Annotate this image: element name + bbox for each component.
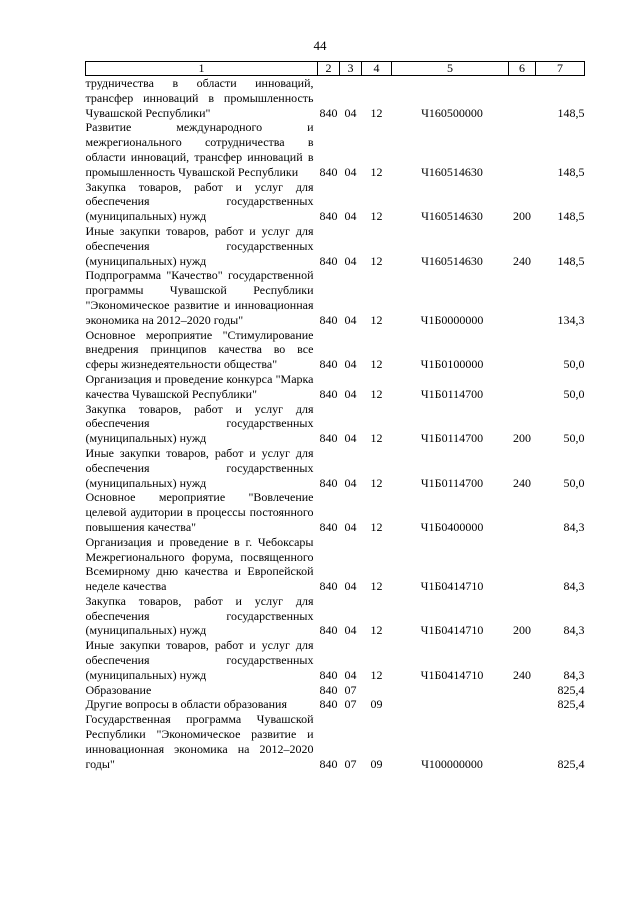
row-target-article: Ч1Б0100000 — [420, 357, 484, 372]
header-col-5: 5 — [392, 62, 509, 76]
row-section-code: 04 — [344, 105, 357, 120]
row-section-code: 04 — [344, 431, 357, 446]
row-name: трудничества в области инноваций, трансфер инноваций в промышленность Чувашской Республики" — [85, 76, 314, 120]
row-name: Иные закупки товаров, работ и услуг для обеспечения государственных (муниципальных) нужд — [85, 223, 314, 268]
row-amount: 148,5 — [557, 253, 585, 268]
row-ministry-code: 840 — [319, 667, 338, 682]
row-expense-type — [509, 328, 536, 372]
row-target-article: Ч160500000 — [421, 105, 483, 120]
row-subsection-code: 12 — [370, 519, 383, 534]
row-expense-type: 200 — [513, 623, 531, 638]
row-amount: 50,0 — [563, 357, 585, 372]
row-target-article: Ч1Б0414710 — [420, 579, 484, 594]
row-subsection-code: 12 — [370, 105, 383, 120]
budget-table — [85, 61, 585, 771]
row-section-code: 04 — [344, 579, 357, 594]
table-row — [86, 402, 585, 446]
table-row — [86, 535, 585, 594]
row-amount: 50,0 — [563, 431, 585, 446]
row-ministry-code: 840 — [319, 519, 338, 534]
table-row — [86, 697, 585, 712]
row-ministry-code: 840 — [319, 386, 338, 401]
row-name: Иные закупки товаров, работ и услуг для обеспечения государственных (муниципальных) нужд — [85, 638, 314, 682]
row-target-article: Ч160514630 — [421, 253, 483, 268]
table-row — [86, 180, 585, 224]
row-subsection-code: 12 — [370, 475, 383, 490]
row-expense-type: 240 — [513, 667, 531, 682]
row-expense-type — [509, 268, 536, 327]
header-col-3: 3 — [340, 62, 362, 76]
table-row — [86, 683, 585, 698]
row-subsection-code: 12 — [370, 357, 383, 372]
row-expense-type — [509, 712, 536, 771]
row-subsection-code: 12 — [370, 623, 383, 638]
row-subsection-code: 09 — [370, 697, 383, 712]
row-amount: 825,4 — [557, 756, 585, 771]
row-section-code: 04 — [344, 209, 357, 224]
row-target-article: Ч1Б0114700 — [420, 475, 484, 490]
row-expense-type — [509, 120, 536, 179]
row-name: Закупка товаров, работ и услуг для обеспечения государственных (муниципальных) нужд — [85, 401, 314, 446]
row-name: Основное мероприятие "Стимулирование внедрения принципов качества во все сферы жизнедеятельности общества" — [85, 327, 314, 372]
row-name: Организация и проведение в г. Чебоксары Межрегионального форума, посвященного Всемирному дню качества и Европейской неделе качества — [85, 534, 314, 594]
row-amount: 84,3 — [563, 667, 585, 682]
row-ministry-code: 840 — [319, 697, 338, 712]
table-body — [86, 76, 585, 772]
row-expense-type: 200 — [513, 209, 531, 224]
row-name: Закупка товаров, работ и услуг для обеспечения государственных (муниципальных) нужд — [85, 593, 314, 638]
header-col-4: 4 — [362, 62, 392, 76]
row-name: Основное мероприятие "Вовлечение целевой аудитории в процессы постоянного повышения качества" — [85, 490, 314, 534]
row-amount: 134,3 — [557, 312, 585, 327]
row-ministry-code: 840 — [319, 431, 338, 446]
table-row — [86, 490, 585, 534]
row-target-article: Ч1Б0414710 — [420, 667, 484, 682]
row-amount: 50,0 — [563, 475, 585, 490]
row-target-article: Ч1Б0114700 — [420, 431, 484, 446]
row-ministry-code: 840 — [319, 623, 338, 638]
row-expense-type — [509, 683, 536, 698]
row-section-code: 04 — [344, 312, 357, 327]
row-subsection-code: 12 — [370, 209, 383, 224]
row-target-article — [392, 683, 509, 698]
row-section-code: 04 — [344, 475, 357, 490]
row-name: Другие вопросы в области образования — [85, 697, 287, 712]
row-name: Подпрограмма "Качество" государственной программы Чувашской Республики "Экономическое развитие и инновационная экономика на 2012–2020 годы" — [85, 268, 314, 327]
row-subsection-code: 12 — [370, 312, 383, 327]
row-target-article: Ч100000000 — [421, 756, 483, 771]
row-name: Образование — [85, 682, 152, 697]
table-row — [86, 372, 585, 402]
row-ministry-code: 840 — [319, 209, 338, 224]
row-subsection-code: 12 — [370, 579, 383, 594]
row-ministry-code: 840 — [319, 105, 338, 120]
row-amount: 84,3 — [563, 579, 585, 594]
table-row — [86, 638, 585, 682]
row-section-code: 04 — [344, 357, 357, 372]
row-subsection-code — [362, 683, 392, 698]
row-target-article: Ч1Б0400000 — [420, 519, 484, 534]
row-ministry-code: 840 — [319, 475, 338, 490]
row-section-code: 04 — [344, 667, 357, 682]
row-ministry-code: 840 — [319, 756, 338, 771]
row-target-article: Ч1Б0414710 — [420, 623, 484, 638]
row-expense-type — [509, 535, 536, 594]
row-expense-type — [509, 490, 536, 534]
row-expense-type: 240 — [513, 475, 531, 490]
row-ministry-code: 840 — [319, 357, 338, 372]
row-amount: 84,3 — [563, 519, 585, 534]
row-subsection-code: 09 — [370, 756, 383, 771]
table-row — [86, 76, 585, 121]
table-row — [86, 328, 585, 372]
row-target-article: Ч1Б0000000 — [420, 312, 484, 327]
row-amount: 825,4 — [557, 682, 585, 697]
row-expense-type — [509, 372, 536, 402]
row-name: Развитие международного и межрегионального сотрудничества в области инноваций, трансфер инноваций в промышленность Чувашской Республики — [85, 120, 314, 179]
row-ministry-code: 840 — [319, 312, 338, 327]
header-col-6: 6 — [509, 62, 536, 76]
row-ministry-code: 840 — [319, 164, 338, 179]
row-target-article: Ч160514630 — [421, 164, 483, 179]
page-number: 44 — [313, 38, 327, 53]
row-name: Иные закупки товаров, работ и услуг для обеспечения государственных (муниципальных) нужд — [85, 445, 314, 490]
row-name: Закупка товаров, работ и услуг для обеспечения государственных (муниципальных) нужд — [85, 179, 314, 224]
row-section-code: 07 — [344, 697, 357, 712]
row-section-code: 07 — [344, 756, 357, 771]
row-expense-type: 240 — [513, 253, 531, 268]
row-section-code: 04 — [344, 253, 357, 268]
row-expense-type — [509, 697, 536, 712]
row-name: Организация и проведение конкурса "Марка качества Чувашской Республики" — [85, 371, 314, 401]
row-amount: 148,5 — [557, 105, 585, 120]
row-section-code: 04 — [344, 386, 357, 401]
table-row — [86, 268, 585, 327]
row-ministry-code: 840 — [319, 682, 338, 697]
row-target-article — [392, 697, 509, 712]
header-col-7: 7 — [536, 62, 585, 76]
row-subsection-code: 12 — [370, 164, 383, 179]
row-expense-type — [509, 76, 536, 121]
header-col-1: 1 — [86, 62, 318, 76]
row-ministry-code: 840 — [319, 253, 338, 268]
table-row — [86, 446, 585, 490]
row-section-code: 04 — [344, 623, 357, 638]
table-row — [86, 120, 585, 179]
table-row — [86, 594, 585, 638]
row-amount: 148,5 — [557, 209, 585, 224]
row-target-article: Ч1Б0114700 — [420, 386, 484, 401]
header-col-2: 2 — [318, 62, 340, 76]
row-ministry-code: 840 — [319, 579, 338, 594]
row-subsection-code: 12 — [370, 386, 383, 401]
row-target-article: Ч160514630 — [421, 209, 483, 224]
row-subsection-code: 12 — [370, 431, 383, 446]
row-section-code: 04 — [344, 164, 357, 179]
row-amount: 50,0 — [563, 386, 585, 401]
row-subsection-code: 12 — [370, 253, 383, 268]
table-row — [86, 224, 585, 268]
header-row — [86, 62, 585, 76]
row-section-code: 07 — [344, 682, 357, 697]
row-name: Государственная программа Чувашской Республики "Экономическое развитие и инновационная экономика на 2012–2020 годы" — [85, 712, 314, 771]
table-row — [86, 712, 585, 771]
row-amount: 148,5 — [557, 164, 585, 179]
row-subsection-code: 12 — [370, 667, 383, 682]
row-amount: 825,4 — [557, 697, 585, 712]
row-section-code: 04 — [344, 519, 357, 534]
row-amount: 84,3 — [563, 623, 585, 638]
row-expense-type: 200 — [513, 431, 531, 446]
